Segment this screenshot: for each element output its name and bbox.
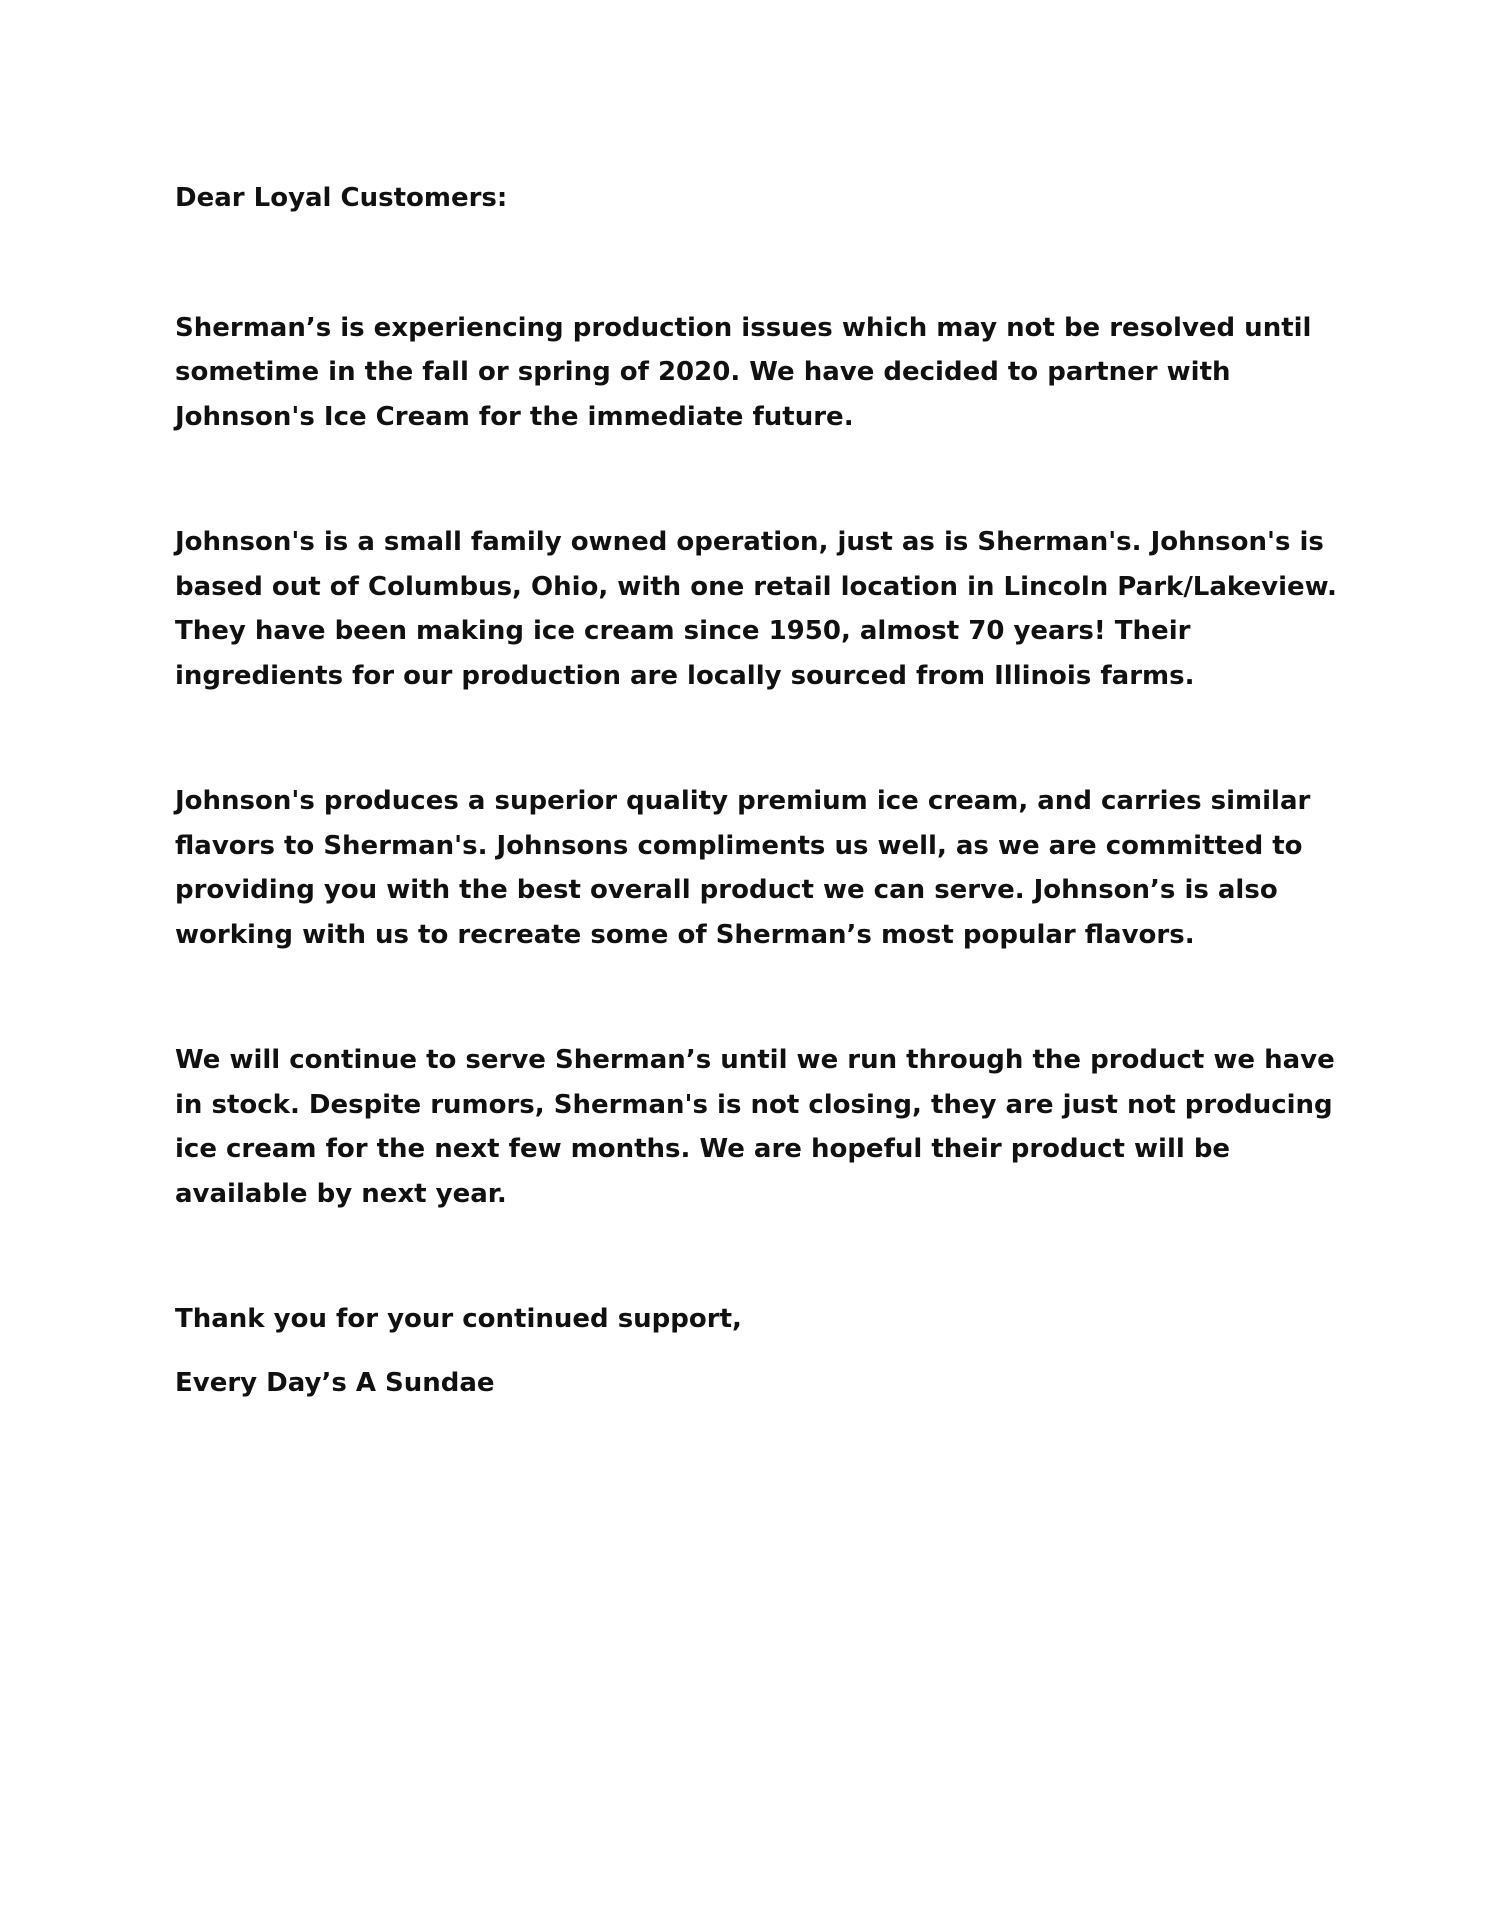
closing [175, 1297, 1335, 1342]
paragraph-line: sometime in the fall or spring of 2020. We have decided to partner with [175, 357, 1231, 387]
paragraph-line: flavors to Sherman's. Johnsons compliments us well, as we are committed to [175, 830, 1303, 861]
salutation-text: Dear Loyal Customers: [175, 183, 508, 213]
paragraph-line: Sherman’s is experiencing production issues which may not be resolved until [175, 312, 1312, 343]
paragraph-line: They have been making ice cream since 1950, almost 70 years! Their [175, 616, 1191, 646]
paragraph-continue-serving [175, 1038, 1335, 1216]
paragraph-line: in stock. Despite rumors, Sherman's is not closing, they are just not producing [175, 1089, 1333, 1120]
paragraph-line: Johnson's produces a superior quality premium ice cream, and carries similar [175, 786, 1311, 816]
paragraph-line: ice cream for the next few months. We are hopeful their product will be [175, 1134, 1231, 1164]
paragraph-line: available by next year. [175, 1178, 507, 1209]
paragraph-quality [175, 779, 1335, 957]
paragraph-line: Johnson's Ice Cream for the immediate future. [175, 401, 854, 432]
signature-text: Every Day’s A Sundae [175, 1367, 495, 1398]
closing-text: Thank you for your continued support, [175, 1304, 742, 1334]
paragraph-line: providing you with the best overall product we can serve. Johnson’s is also [175, 875, 1278, 905]
paragraph-line: based out of Columbus, Ohio, with one retail location in Lincoln Park/Lakeview. [175, 571, 1337, 602]
paragraph-line: working with us to recreate some of Sherman’s most popular flavors. [175, 919, 1195, 950]
paragraph-line: Johnson's is a small family owned operation, just as is Sherman's. Johnson's is [175, 527, 1324, 557]
paragraph-line: ingredients for our production are locally sourced from Illinois farms. [175, 660, 1195, 691]
paragraph-about-johnsons [175, 520, 1335, 698]
paragraph-line: We will continue to serve Sherman’s until we run through the product we have [175, 1045, 1335, 1075]
signature [175, 1361, 1335, 1406]
paragraph-production-issues [175, 306, 1335, 440]
letter-body [175, 176, 1335, 1405]
salutation [175, 176, 1335, 221]
